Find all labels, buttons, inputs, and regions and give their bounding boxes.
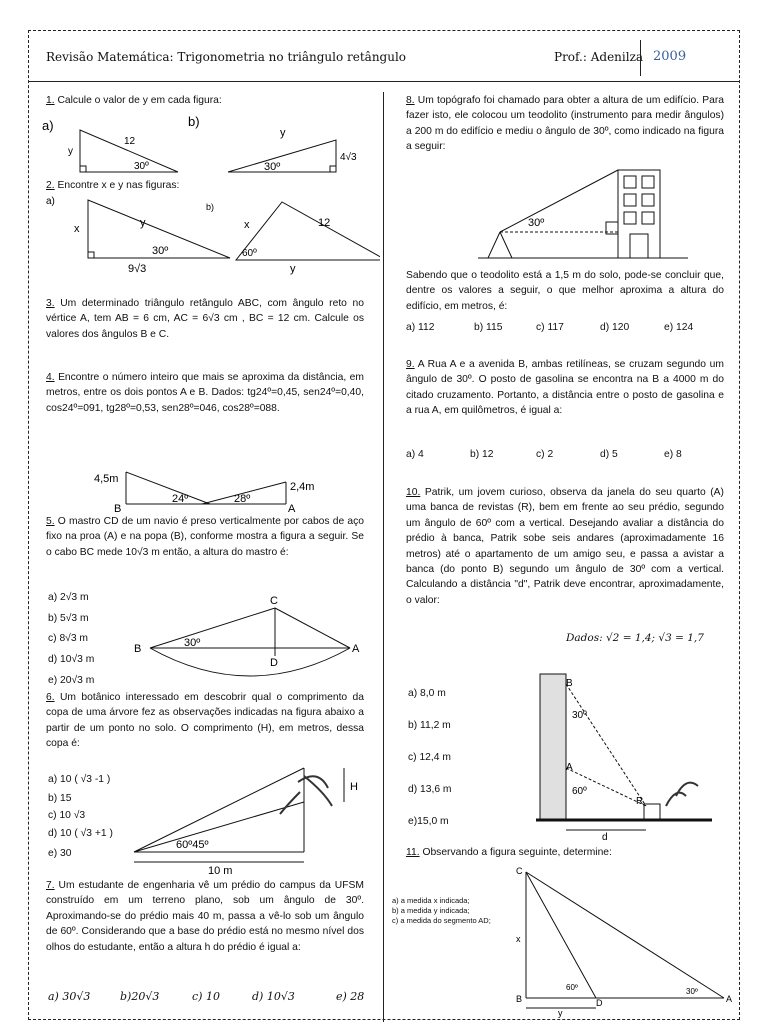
q10-ang30: 30º xyxy=(572,710,587,721)
question-5 xyxy=(46,514,364,560)
q8-angle: 30º xyxy=(528,217,545,229)
q1-b-side: y xyxy=(280,127,286,139)
q5-option-a[interactable]: a) 2√3 m xyxy=(48,592,89,603)
q10-dados: Dados: √2 = 1,4; √3 = 1,7 xyxy=(566,632,704,644)
q2-fig-a-label: a) xyxy=(46,196,55,207)
q2-triangle-b xyxy=(236,202,380,260)
q4-figure xyxy=(90,462,330,514)
q11-ang30: 30º xyxy=(686,987,698,996)
question-number: 9. xyxy=(406,359,415,370)
q6-base: 10 m xyxy=(208,865,233,876)
q8-text-2: Sabendo que o teodolito está a 1,5 m do solo, pode-se concluir que, dentre os valores a seguir, o que melhor aproxima a altura do edifício, em metros, é: xyxy=(406,270,724,312)
question-number: 2. xyxy=(46,180,55,191)
q5-pt-b: B xyxy=(134,643,142,655)
q9-option-b[interactable]: b) 12 xyxy=(470,449,494,460)
question-1 xyxy=(46,93,366,108)
q9-option-a[interactable]: a) 4 xyxy=(406,449,424,460)
q10-pt-r: R xyxy=(636,796,644,807)
question-number: 11. xyxy=(406,847,420,858)
q11-pt-a: A xyxy=(726,994,733,1004)
question-number: 8. xyxy=(406,95,415,106)
question-number: 10. xyxy=(406,487,421,498)
q11-pt-d: D xyxy=(596,998,603,1008)
question-text: O mastro CD de um navio é preso verticalmente por cabos de aço fixo na proa (A) e na popa (B), conforme mostra a figura a seguir. Se o cabo BC mede 10√3 m então, a altura do mastro é: xyxy=(46,516,364,558)
q7-option-a[interactable]: a) 30√3 xyxy=(48,990,91,1003)
question-number: 7. xyxy=(46,880,55,891)
q4-h-left: 4,5m xyxy=(94,473,119,485)
q7-option-b[interactable]: b)20√3 xyxy=(120,990,160,1003)
question-text: Observando a figura seguinte, determine: xyxy=(422,847,612,858)
q5-option-c[interactable]: c) 8√3 m xyxy=(48,633,88,644)
q6-option-d[interactable]: d) 10 ( √3 +1 ) xyxy=(48,828,113,839)
q11-figure xyxy=(512,864,738,1020)
q5-figure xyxy=(128,594,368,686)
question-text: Encontre x e y nas figuras: xyxy=(57,180,180,191)
q9-option-e[interactable]: e) 8 xyxy=(664,449,682,460)
q4-pt-a: A xyxy=(288,503,296,514)
q4-angle-left: 24º xyxy=(172,493,189,505)
q1-a-side: y xyxy=(68,146,73,157)
q10-option-d[interactable]: d) 13,6 m xyxy=(408,784,452,795)
q1-fig-a-label: a) xyxy=(42,118,54,133)
column-divider xyxy=(383,92,384,1022)
q4-h-right: 2,4m xyxy=(290,481,315,493)
q1-a-angle: 30º xyxy=(134,161,149,172)
q10-pt-a: A xyxy=(566,762,573,773)
header xyxy=(28,30,740,82)
q7-option-d[interactable]: d) 10√3 xyxy=(252,990,295,1003)
q7-option-e[interactable]: e) 28 xyxy=(336,990,365,1003)
q5-angle: 30º xyxy=(184,637,201,649)
q8-option-b[interactable]: b) 115 xyxy=(474,322,503,333)
question-3 xyxy=(46,296,364,342)
q11-item-a: a) a medida x indicada; xyxy=(392,896,470,905)
q9-option-c[interactable]: c) 2 xyxy=(536,449,554,460)
header-year: 2009 xyxy=(640,40,740,76)
q5-option-b[interactable]: b) 5√3 m xyxy=(48,613,89,624)
q10-pt-b: B xyxy=(566,678,573,689)
q11-item-b: b) a medida y indicada; xyxy=(392,906,470,915)
q1-fig-b-label: b) xyxy=(188,114,200,129)
q8-option-d[interactable]: d) 120 xyxy=(600,322,630,333)
q2-a-x: x xyxy=(74,223,80,235)
q2-b-angle: 60º xyxy=(242,248,257,259)
q6-option-a[interactable]: a) 10 ( √3 -1 ) xyxy=(48,774,111,785)
q10-option-c[interactable]: c) 12,4 m xyxy=(408,752,451,763)
question-7 xyxy=(46,878,364,955)
q10-figure xyxy=(536,656,716,842)
building xyxy=(540,674,566,820)
question-number: 4. xyxy=(46,372,55,383)
q6-option-e[interactable]: e) 30 xyxy=(48,848,72,859)
q5-pt-a: A xyxy=(352,643,360,655)
q10-d: d xyxy=(602,832,608,842)
q9-option-d[interactable]: d) 5 xyxy=(600,449,618,460)
q2-a-angle: 30º xyxy=(152,245,169,257)
q8-option-c[interactable]: c) 117 xyxy=(536,322,564,333)
q11-ang60: 60º xyxy=(566,983,578,992)
q6-figure xyxy=(128,762,368,876)
q11-y: y xyxy=(558,1008,563,1018)
question-text: Encontre o número inteiro que mais se aproxima da distância, em metros, entre os dois pontos A e B. Dados: tg24º=0,45, sen24º=0,40, cos24º=091, tg28º=0,53, sen28º=046, cos28º=088. xyxy=(46,372,364,414)
q1-b-leg: 4√3 xyxy=(340,152,357,163)
question-11 xyxy=(406,845,724,860)
q2-figures xyxy=(40,192,380,276)
q11-pt-c: C xyxy=(516,866,523,876)
q6-h: H xyxy=(350,781,358,793)
question-number: 1. xyxy=(46,95,55,106)
question-8 xyxy=(406,93,724,155)
question-6 xyxy=(46,690,364,752)
q1-figures xyxy=(40,112,380,180)
q8-option-e[interactable]: e) 124 xyxy=(664,322,694,333)
question-text: Um determinado triângulo retângulo ABC, com ângulo reto no vértice A, tem AB = 6 cm, AC = 6√3 cm , BC = 12 cm. Calcule os valores dos ângulos B e C. xyxy=(46,298,364,340)
question-4 xyxy=(46,370,364,416)
q2-b-12: 12 xyxy=(318,217,331,229)
question-text: Calcule o valor de y em cada figura: xyxy=(57,95,222,106)
q6-angles: 60º45º xyxy=(176,839,209,851)
q5-pt-c: C xyxy=(270,595,278,607)
q5-pt-d: D xyxy=(270,657,278,669)
q2-a-base: 9√3 xyxy=(128,263,147,275)
q5-option-e[interactable]: e) 20√3 m xyxy=(48,675,95,686)
q5-option-d[interactable]: d) 10√3 m xyxy=(48,654,95,665)
question-number: 6. xyxy=(46,692,55,703)
question-number: 5. xyxy=(46,516,55,527)
q2-a-y: y xyxy=(140,217,146,229)
question-text: Um topógrafo foi chamado para obter a altura de um edifício. Para fazer isto, ele colocou um teodolito (instrumento para medir ângulos) a 200 m do edifício e mediu o ângulo de 30º, como indicado na figura a seguir: xyxy=(406,95,724,153)
header-title: Revisão Matemática: Trigonometria no triângulo retângulo xyxy=(46,50,407,64)
q2-fig-b-label: b) xyxy=(206,202,215,212)
question-text: Um estudante de engenharia vê um prédio do campus da UFSM construído em um terreno plano, sob um ângulo de 30º. Aproximando-se do prédio mais 40 m, passa a vê-lo sob um ângulo de 60º. Considerando que a base do prédio está no mesmo nível dos olhos do estudante, então a altura h do prédio é igual a: xyxy=(46,880,364,953)
q1-triangle-b xyxy=(228,140,336,172)
question-text: Um botânico interessado em descobrir qual o comprimento da copa de uma árvore fez as observações indicadas na figura abaixo a partir de um ponto no solo. O comprimento (H), em metros, dessa copa é: xyxy=(46,692,364,750)
q8-figure xyxy=(478,166,688,264)
q6-option-c[interactable]: c) 10 √3 xyxy=(48,810,86,821)
header-professor: Prof.: Adenilza xyxy=(554,50,644,64)
q10-option-e[interactable]: e)15,0 m xyxy=(408,816,449,827)
q10-option-b[interactable]: b) 11,2 m xyxy=(408,720,451,731)
q10-ang60: 60º xyxy=(572,786,587,797)
question-text: Patrik, um jovem curioso, observa da janela do seu quarto (A) uma banca de revistas (R), bem em frente ao seu prédio, segundo um ângulo de 60º com a vertical. Desejando avaliar a distância do prédio à banca, Patrik sobe seis andares (aproximadamente 16 metros) até o apartamento de um amigo seu, e passa a avistar a banca (do ponto B) segundo um ângulo de 30º com a vertical. Calculando a distância "d", Patrik deve encontrar, aproximadamente, o valor: xyxy=(406,487,724,606)
q11-pt-b: B xyxy=(516,994,523,1004)
q1-a-hyp: 12 xyxy=(124,136,136,147)
q11-x: x xyxy=(516,934,521,944)
q4-pt-b: B xyxy=(114,503,122,514)
q2-b-x: x xyxy=(244,219,250,231)
question-number: 3. xyxy=(46,298,55,309)
question-9 xyxy=(406,357,724,419)
question-10 xyxy=(406,485,724,608)
q1-b-angle: 30º xyxy=(264,161,281,173)
q11-item-c: c) a medida do segmento AD; xyxy=(392,916,491,925)
q4-angle-right: 28º xyxy=(234,493,251,505)
q6-option-b[interactable]: b) 15 xyxy=(48,793,72,804)
q7-option-c[interactable]: c) 10 xyxy=(192,990,220,1003)
q10-option-a[interactable]: a) 8,0 m xyxy=(408,688,446,699)
q8-option-a[interactable]: a) 112 xyxy=(406,322,435,333)
q2-b-y: y xyxy=(290,263,296,275)
question-text: A Rua A e a avenida B, ambas retilíneas, se cruzam segundo um ângulo de 30º. O posto de gasolina se encontra na B a 4000 m do citado cruzamento. Portanto, a distância entre o posto de gasolina e a rua A, em quilômetros, é igual a: xyxy=(406,359,724,417)
